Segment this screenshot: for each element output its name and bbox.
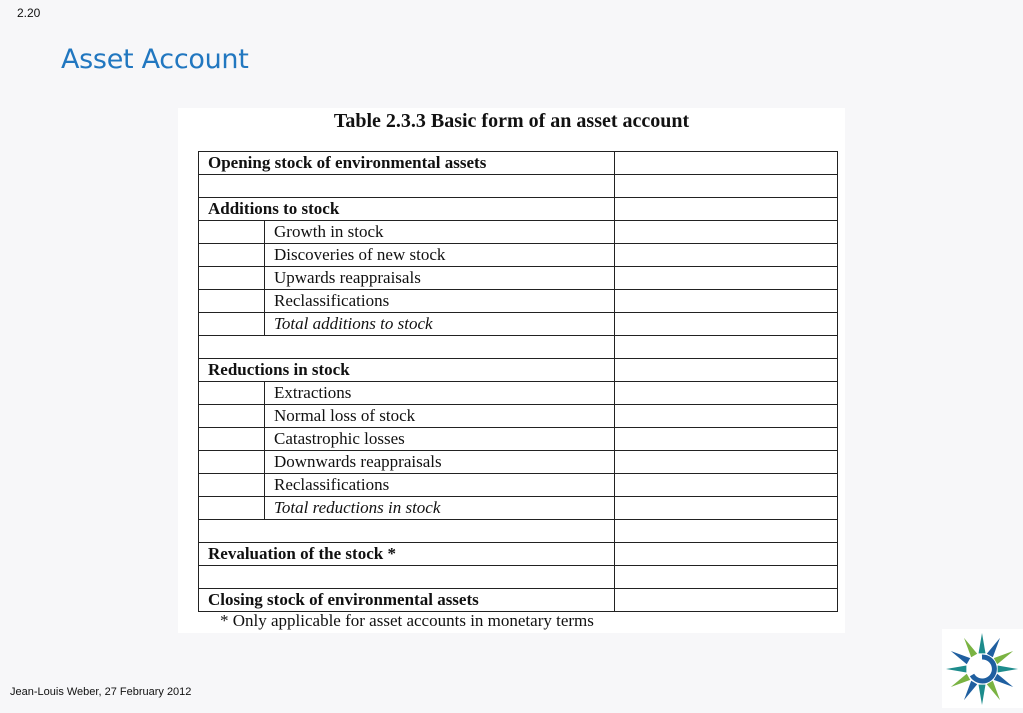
- item-label-cell: Normal loss of stock: [265, 405, 615, 428]
- value-cell: [615, 543, 838, 566]
- value-cell: [615, 267, 838, 290]
- value-cell: [615, 589, 838, 612]
- value-cell: [615, 175, 838, 198]
- footer-author: Jean-Louis Weber, 27 February 2012: [10, 686, 192, 698]
- value-cell: [615, 497, 838, 520]
- value-cell: [615, 382, 838, 405]
- table-blank-row: [199, 175, 838, 198]
- indent-cell: [199, 382, 265, 405]
- section-label-cell: Opening stock of environmental assets: [199, 152, 615, 175]
- table-blank-row: [199, 520, 838, 543]
- logo-ray: [987, 681, 1000, 700]
- item-label-cell: Growth in stock: [265, 221, 615, 244]
- table-row: [199, 451, 838, 474]
- table-row: [199, 543, 838, 566]
- value-cell: [615, 451, 838, 474]
- logo-ray: [987, 638, 1000, 657]
- value-cell: [615, 290, 838, 313]
- eea-sun-logo-icon: [942, 629, 1023, 708]
- value-cell: [615, 198, 838, 221]
- section-label-cell: Closing stock of environmental assets: [199, 589, 615, 612]
- table-footnote: * Only applicable for asset accounts in monetary terms: [220, 611, 594, 630]
- item-label-cell: Upwards reappraisals: [265, 267, 615, 290]
- indent-cell: [199, 497, 265, 520]
- table-row: [199, 589, 838, 612]
- item-label-cell: Reclassifications: [265, 474, 615, 497]
- logo-ray: [946, 666, 966, 673]
- value-cell: [615, 359, 838, 382]
- logo-ray: [994, 674, 1013, 687]
- table-row: [199, 382, 838, 405]
- item-label-cell: Extractions: [265, 382, 615, 405]
- slide-title: Asset Account: [61, 44, 249, 75]
- item-label-cell: Downwards reappraisals: [265, 451, 615, 474]
- slide-number: 2.20: [17, 6, 41, 20]
- indent-cell: [199, 405, 265, 428]
- value-cell: [615, 428, 838, 451]
- value-cell: [615, 244, 838, 267]
- indent-cell: [199, 244, 265, 267]
- table-blank-row: [199, 566, 838, 589]
- indent-cell: [199, 474, 265, 497]
- value-cell: [615, 152, 838, 175]
- section-label-cell: Additions to stock: [199, 198, 615, 221]
- indent-cell: [199, 290, 265, 313]
- value-cell: [615, 566, 838, 589]
- table-row: [199, 474, 838, 497]
- indent-cell: [199, 428, 265, 451]
- indent-cell: [199, 313, 265, 336]
- blank-cell: [199, 566, 615, 589]
- logo-ray: [951, 651, 970, 664]
- table-image-panel: [178, 108, 845, 633]
- indent-cell: [199, 451, 265, 474]
- total-label-cell: Total reductions in stock: [265, 497, 615, 520]
- indent-cell: [199, 267, 265, 290]
- asset-account-table: [198, 151, 838, 612]
- table-row: [199, 405, 838, 428]
- item-label-cell: Reclassifications: [265, 290, 615, 313]
- table-row: [199, 313, 838, 336]
- table-row: [199, 359, 838, 382]
- indent-cell: [199, 221, 265, 244]
- logo-ray: [951, 674, 970, 687]
- logo-ray: [979, 685, 986, 705]
- table-row: [199, 244, 838, 267]
- table-row: [199, 290, 838, 313]
- value-cell: [615, 221, 838, 244]
- value-cell: [615, 405, 838, 428]
- table-row: [199, 198, 838, 221]
- logo-ray: [998, 666, 1018, 673]
- table-row: [199, 267, 838, 290]
- eea-logo: [942, 629, 1023, 708]
- section-label-cell: Revaluation of the stock *: [199, 543, 615, 566]
- table-blank-row: [199, 336, 838, 359]
- logo-ray: [964, 681, 977, 700]
- value-cell: [615, 474, 838, 497]
- item-label-cell: Catastrophic losses: [265, 428, 615, 451]
- blank-cell: [199, 175, 615, 198]
- value-cell: [615, 313, 838, 336]
- logo-ray: [979, 633, 986, 653]
- item-label-cell: Discoveries of new stock: [265, 244, 615, 267]
- table-row: [199, 497, 838, 520]
- logo-ray: [964, 638, 977, 657]
- blank-cell: [199, 520, 615, 543]
- table-row: [199, 152, 838, 175]
- total-label-cell: Total additions to stock: [265, 313, 615, 336]
- table-row: [199, 221, 838, 244]
- table-row: [199, 428, 838, 451]
- section-label-cell: Reductions in stock: [199, 359, 615, 382]
- value-cell: [615, 520, 838, 543]
- value-cell: [615, 336, 838, 359]
- table-caption: Table 2.3.3 Basic form of an asset account: [333, 110, 690, 132]
- blank-cell: [199, 336, 615, 359]
- logo-ray: [994, 651, 1013, 664]
